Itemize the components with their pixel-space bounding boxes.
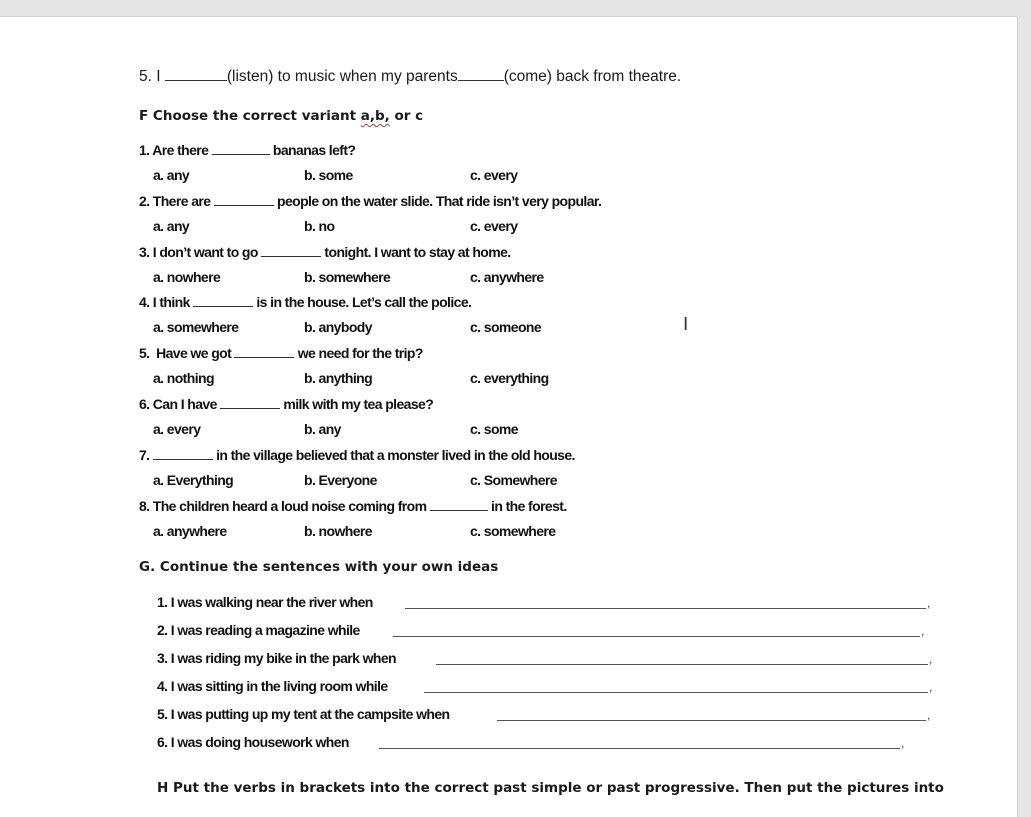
- g-end-mark: ,: [929, 680, 933, 694]
- option-text: nowhere: [318, 522, 372, 539]
- g-end-mark: ,: [927, 596, 931, 610]
- g-sentence-5: [157, 706, 449, 722]
- option-letter: b.: [304, 167, 316, 183]
- option-b: [304, 370, 372, 386]
- option-text: any: [166, 167, 190, 183]
- g-sentence-4: [157, 678, 388, 694]
- section-f-title-b: a,b,: [360, 108, 390, 124]
- g-number: 1.: [157, 594, 168, 610]
- option-letter: b.: [304, 471, 316, 488]
- question-2: [139, 193, 601, 209]
- answer-blank: [430, 498, 488, 511]
- option-b: [304, 167, 353, 183]
- option-text: somewhere: [318, 268, 391, 285]
- option-text: any: [166, 217, 190, 234]
- blank: [458, 68, 504, 81]
- g-end-mark: ,: [921, 624, 925, 638]
- option-text: no: [318, 217, 335, 234]
- g-answer-line[interactable]: [424, 692, 928, 693]
- question-text-post: is in the house. Let’s call the police.: [253, 294, 472, 311]
- question-number: 4.: [139, 294, 150, 311]
- option-a: [153, 269, 220, 285]
- g-number: 6.: [157, 734, 168, 750]
- question-text-post: bananas left?: [269, 142, 356, 158]
- option-text: Everything: [166, 471, 234, 488]
- g-text: I was putting up my tent at the campsite when: [167, 706, 450, 722]
- question-text-pre: Are there: [149, 142, 212, 158]
- option-b: [304, 421, 341, 437]
- option-letter: a.: [153, 319, 164, 336]
- option-letter: c.: [470, 522, 481, 539]
- question-text-post: in the village believed that a monster lived in the old house.: [212, 446, 575, 463]
- option-a: [153, 319, 238, 335]
- question-text-pre: I think: [149, 294, 194, 311]
- option-c: [470, 218, 517, 234]
- option-letter: b.: [304, 268, 316, 285]
- g-number: 4.: [157, 678, 168, 694]
- option-text: some: [318, 167, 353, 183]
- option-a: [153, 421, 200, 437]
- option-c: [470, 370, 549, 386]
- option-text: anybody: [318, 319, 372, 336]
- question-5: [139, 345, 423, 361]
- option-b: [304, 218, 334, 234]
- g-answer-line[interactable]: [436, 664, 928, 665]
- section-f-title-c: or c: [389, 108, 424, 124]
- g-text: I was doing housework when: [167, 734, 349, 750]
- option-text: every: [166, 421, 201, 437]
- question-8: [139, 498, 567, 514]
- option-b: [304, 523, 372, 539]
- question-text-post: people on the water slide. That ride isn’t very popular.: [273, 192, 602, 209]
- option-letter: a.: [153, 167, 164, 183]
- option-text: somewhere: [483, 522, 556, 539]
- option-a: [153, 218, 189, 234]
- g-text: I was reading a magazine while: [167, 622, 360, 638]
- option-c: [470, 421, 518, 437]
- option-c: [470, 167, 517, 183]
- question-text-pre: The children heard a loud noise coming from: [149, 497, 430, 514]
- question-1: [139, 142, 355, 158]
- question-text-post: milk with my tea please?: [280, 396, 434, 412]
- option-b: [304, 319, 372, 335]
- g-sentence-2: [157, 622, 360, 638]
- answer-blank: [212, 142, 270, 155]
- section-h-title: H Put the verbs in brackets into the correct past simple or past progressive. Then put the pictures into: [157, 780, 944, 796]
- answer-blank: [220, 396, 280, 409]
- answer-blank: [214, 193, 274, 206]
- option-text: every: [483, 167, 518, 183]
- section-f-title-a: F Choose the correct variant: [139, 108, 361, 124]
- question-6: [139, 396, 433, 412]
- question-4: [139, 294, 471, 310]
- document-page: [0, 16, 1018, 817]
- question-number: 5.: [139, 345, 150, 362]
- option-text: anywhere: [166, 522, 227, 539]
- option-b: [304, 269, 390, 285]
- option-text: somewhere: [166, 319, 239, 336]
- question-text-pre: There are: [149, 192, 214, 209]
- line5-part-b: (come) back from theatre.: [503, 68, 682, 85]
- option-letter: c.: [470, 167, 481, 183]
- option-letter: b.: [304, 522, 316, 539]
- option-letter: a.: [153, 268, 164, 285]
- option-letter: a.: [153, 370, 164, 387]
- answer-blank: [261, 244, 321, 257]
- option-letter: a.: [153, 522, 164, 539]
- option-text: anything: [318, 370, 373, 387]
- g-end-mark: ,: [901, 736, 905, 750]
- option-text: Somewhere: [483, 471, 557, 488]
- option-b: [304, 472, 377, 488]
- option-letter: a.: [153, 217, 164, 234]
- blank: [165, 68, 227, 81]
- g-text: I was sitting in the living room while: [167, 678, 388, 694]
- option-a: [153, 167, 189, 183]
- line5-part-a: (listen) to music when my parents: [226, 68, 458, 85]
- question-text-pre: I don’t want to go: [149, 243, 262, 260]
- option-letter: c.: [470, 370, 481, 387]
- option-text: some: [483, 421, 518, 437]
- g-text: I was walking near the river when: [167, 594, 373, 610]
- option-text: nowhere: [166, 268, 221, 285]
- question-number: 6.: [139, 396, 150, 412]
- option-c: [470, 523, 555, 539]
- option-text: someone: [483, 319, 542, 336]
- option-c: [470, 269, 544, 285]
- g-sentence-3: [157, 650, 396, 666]
- option-c: [470, 472, 557, 488]
- question-7: [139, 447, 575, 463]
- g-answer-line[interactable]: [393, 636, 920, 637]
- question-text-post: in the forest.: [487, 497, 567, 514]
- option-letter: b.: [304, 319, 316, 336]
- g-end-mark: ,: [927, 708, 931, 722]
- option-text: every: [483, 217, 518, 234]
- text-cursor-icon: I: [683, 314, 689, 335]
- question-number: 7.: [139, 446, 150, 463]
- option-letter: c.: [470, 268, 481, 285]
- g-answer-line[interactable]: [379, 748, 900, 749]
- answer-blank: [193, 294, 253, 307]
- g-number: 5.: [157, 706, 168, 722]
- g-number: 2.: [157, 622, 168, 638]
- question-number: 1.: [139, 142, 150, 158]
- option-text: anywhere: [483, 268, 544, 285]
- option-text: any: [318, 421, 341, 437]
- g-sentence-1: [157, 594, 373, 610]
- option-letter: c.: [470, 471, 481, 488]
- option-text: nothing: [166, 370, 214, 387]
- g-text: I was riding my bike in the park when: [167, 650, 396, 666]
- option-letter: b.: [304, 217, 316, 234]
- question-3: [139, 244, 511, 260]
- option-letter: a.: [153, 421, 164, 437]
- option-a: [153, 370, 214, 386]
- option-letter: c.: [470, 319, 481, 336]
- option-text: Everyone: [318, 471, 377, 488]
- option-a: [153, 472, 233, 488]
- option-letter: c.: [470, 421, 481, 437]
- section-f-title: [139, 108, 423, 124]
- line5-number: 5. I: [139, 68, 161, 85]
- question-text-post: we need for the trip?: [294, 345, 423, 362]
- question-number: 8.: [139, 497, 150, 514]
- g-end-mark: ,: [929, 652, 933, 666]
- answer-blank: [153, 447, 213, 460]
- section-g-title: G. Continue the sentences with your own ideas: [139, 559, 499, 575]
- question-number: 2.: [139, 192, 150, 209]
- g-number: 3.: [157, 650, 168, 666]
- g-answer-line[interactable]: [497, 720, 926, 721]
- answer-blank: [234, 345, 294, 358]
- question-text-pre: Can I have: [149, 396, 221, 412]
- option-letter: a.: [153, 471, 164, 488]
- option-text: everything: [483, 370, 549, 387]
- g-answer-line[interactable]: [405, 608, 926, 609]
- question-text-post: tonight. I want to stay at home.: [321, 243, 511, 260]
- option-letter: c.: [470, 217, 481, 234]
- option-letter: b.: [304, 370, 316, 387]
- option-letter: b.: [304, 421, 316, 437]
- option-a: [153, 523, 227, 539]
- g-sentence-6: [157, 734, 349, 750]
- option-c: [470, 319, 541, 335]
- question-number: 3.: [139, 243, 150, 260]
- scrollbar[interactable]: [1018, 0, 1031, 791]
- exercise-line-5: [139, 68, 681, 86]
- question-text-pre: Have we got: [149, 345, 235, 362]
